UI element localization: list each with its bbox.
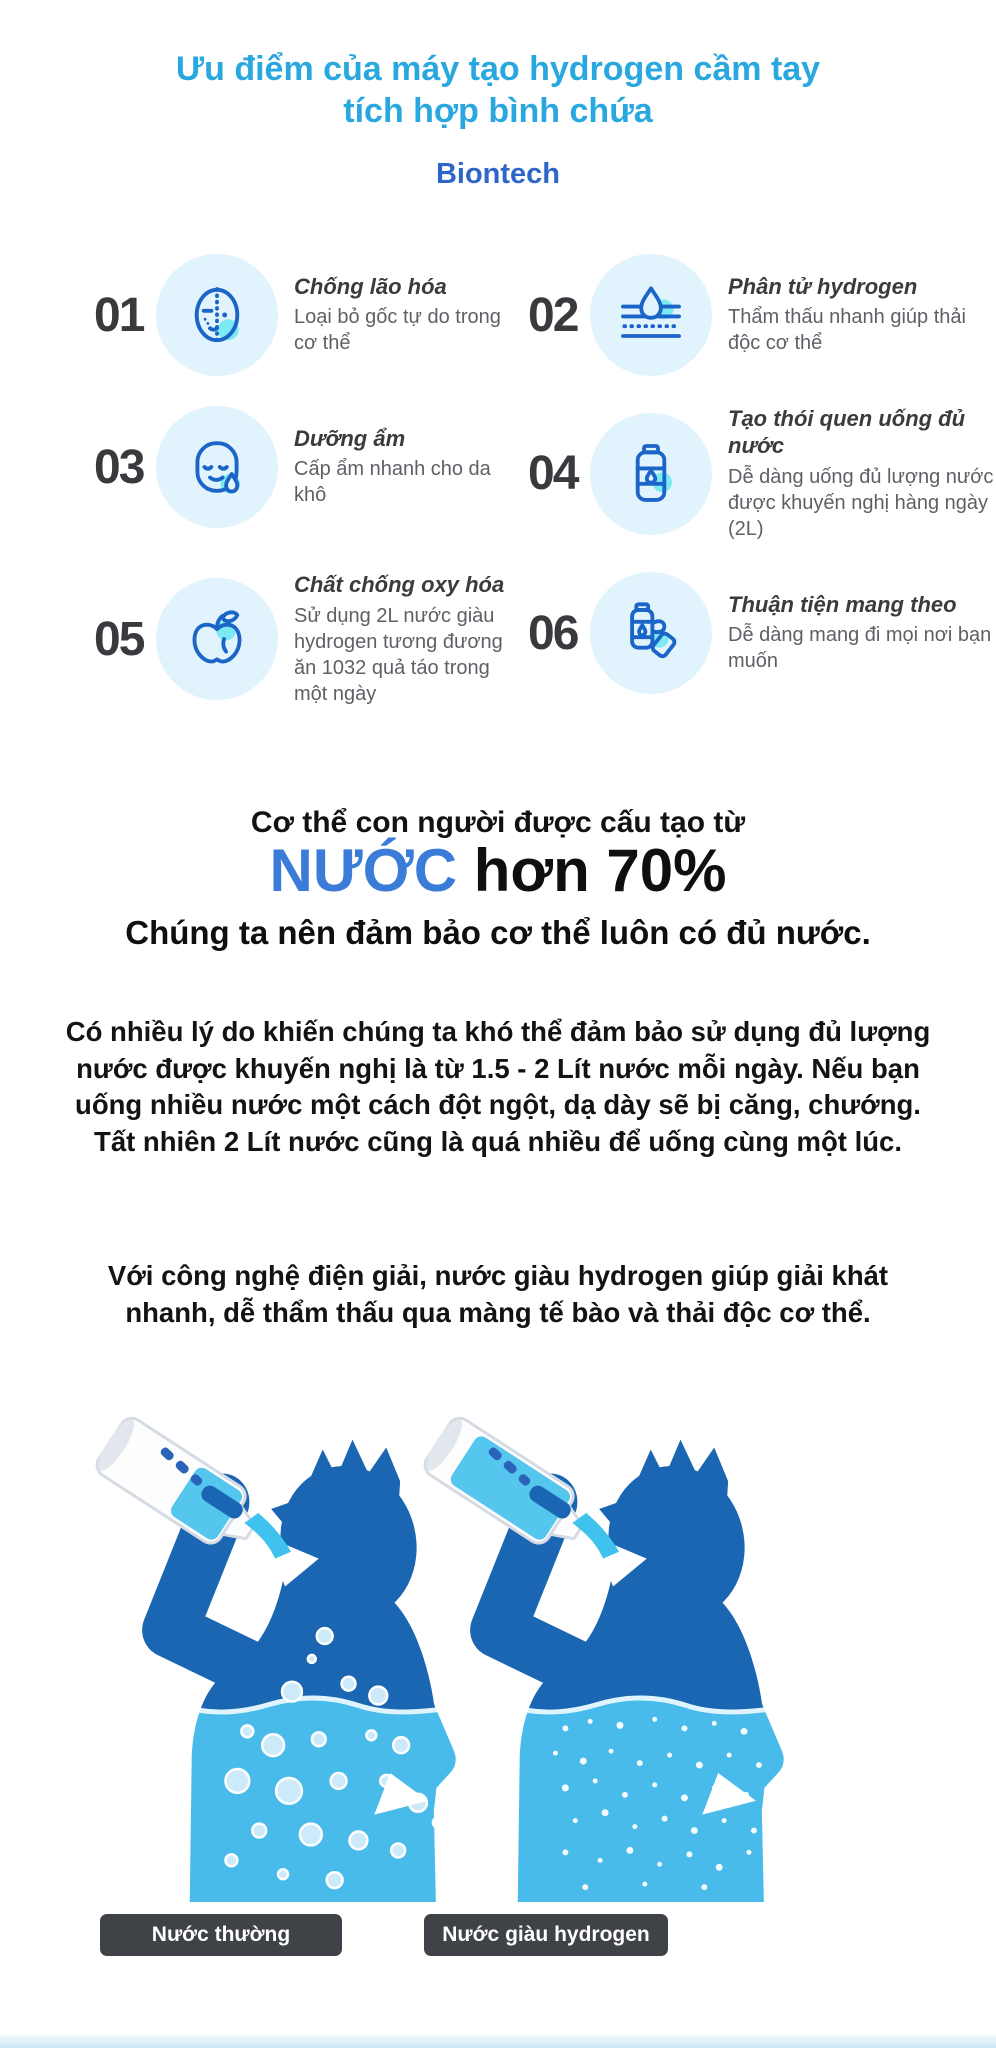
brand-name: Biontech: [435, 158, 561, 190]
feature-description: Sử dụng 2L nước giàu hydrogen tương đương ăn 1032 quả táo trong một ngày: [294, 604, 503, 705]
feature-icon-circle: [590, 413, 712, 535]
feature-description: Dễ dàng mang đi mọi nơi bạn muốn: [728, 624, 992, 673]
page-title-line1: Ưu điểm của máy tạo hydrogen cầm tay: [175, 50, 821, 88]
feature-hydrogen-molecule: [528, 254, 996, 376]
feature-title: Chất chống oxy hóa: [294, 572, 505, 597]
feature-moisturizing: [94, 406, 508, 528]
feature-text: [728, 274, 996, 357]
headline-suffix: hơn 70%: [457, 837, 727, 904]
feature-title: Tạo thói quen uống đủ nước: [728, 406, 966, 458]
apple-icon: [182, 604, 252, 674]
feature-icon-circle: [590, 254, 712, 376]
feature-drinking-habit: [528, 406, 996, 542]
bottle-in-hand-icon: [616, 598, 686, 668]
feature-anti-aging: [94, 254, 508, 376]
feature-number: 03: [94, 440, 144, 494]
feature-text: [294, 426, 508, 509]
moisturizing-face-icon: [182, 432, 252, 502]
feature-number: 05: [94, 612, 144, 666]
page-title-line2: tích hợp bình chứa: [343, 92, 653, 131]
headline-main: [0, 836, 996, 905]
feature-title: Chống lão hóa: [294, 273, 447, 299]
feature-portable: [528, 572, 996, 694]
paragraph-water-recommendation: Có nhiều lý do khiến chúng ta khó thể đảm bảo sử dụng đủ lượng nước được khuyến nghị là từ 1.5 - 2 Lít nước mỗi ngày. Nếu bạn uống nhiều nước một cách đột ngột, dạ dày sẽ bị căng, chướng. Tất nhiên 2 Lít nước cũng là quá nhiều để uống cùng một lúc.: [65, 1016, 931, 1157]
person-drinking-hydrogen-water-illustration: [414, 1386, 816, 1902]
feature-text: [728, 592, 996, 675]
feature-text: [728, 406, 996, 542]
feature-number: 02: [528, 288, 578, 342]
label-pill-hydrogen-water: Nước giàu hydrogen: [424, 1914, 668, 1956]
feature-description: Cấp ẩm nhanh cho da khô: [294, 458, 491, 507]
label-pill-normal-water: Nước thường: [100, 1914, 342, 1956]
feature-number: 01: [94, 288, 144, 342]
headline-intro: Cơ thể con người được cấu tạo từ: [250, 806, 746, 839]
water-highlight-text: NƯỚC: [269, 837, 458, 904]
feature-icon-circle: [156, 254, 278, 376]
headline-outro: Chúng ta nên đảm bảo cơ thể luôn có đủ nước.: [125, 914, 871, 951]
page-title: [0, 48, 996, 132]
feature-icon-circle: [156, 578, 278, 700]
hydrogen-molecule-icon: [616, 280, 686, 350]
feature-description: Loại bỏ gốc tự do trong cơ thể: [294, 306, 501, 355]
feature-antioxidant: [94, 572, 508, 707]
feature-icon-circle: [156, 406, 278, 528]
bottom-water-strip: [0, 2035, 996, 2048]
feature-description: Dễ dàng uống đủ lượng nước được khuyến nghị hàng ngày (2L): [728, 465, 994, 540]
feature-number: 04: [528, 447, 578, 501]
feature-text: [294, 274, 508, 357]
feature-description: Thẩm thấu nhanh giúp thải độc cơ thể: [728, 306, 966, 355]
feature-title: Thuận tiện mang theo: [728, 591, 957, 617]
feature-title: Dưỡng ẩm: [294, 425, 406, 451]
anti-aging-face-icon: [182, 280, 252, 350]
feature-text: [294, 572, 508, 707]
feature-icon-circle: [590, 572, 712, 694]
person-hydrogen-water-figure: [414, 1386, 816, 1902]
feature-title: Phân tử hydrogen: [728, 273, 918, 299]
water-bottle-icon: [616, 439, 686, 509]
paragraph-electrolysis: Với công nghệ điện giải, nước giàu hydrogen giúp giải khát nhanh, dễ thẩm thấu qua màng tế bào và thải độc cơ thể.: [107, 1260, 889, 1328]
feature-number: 06: [528, 606, 578, 660]
